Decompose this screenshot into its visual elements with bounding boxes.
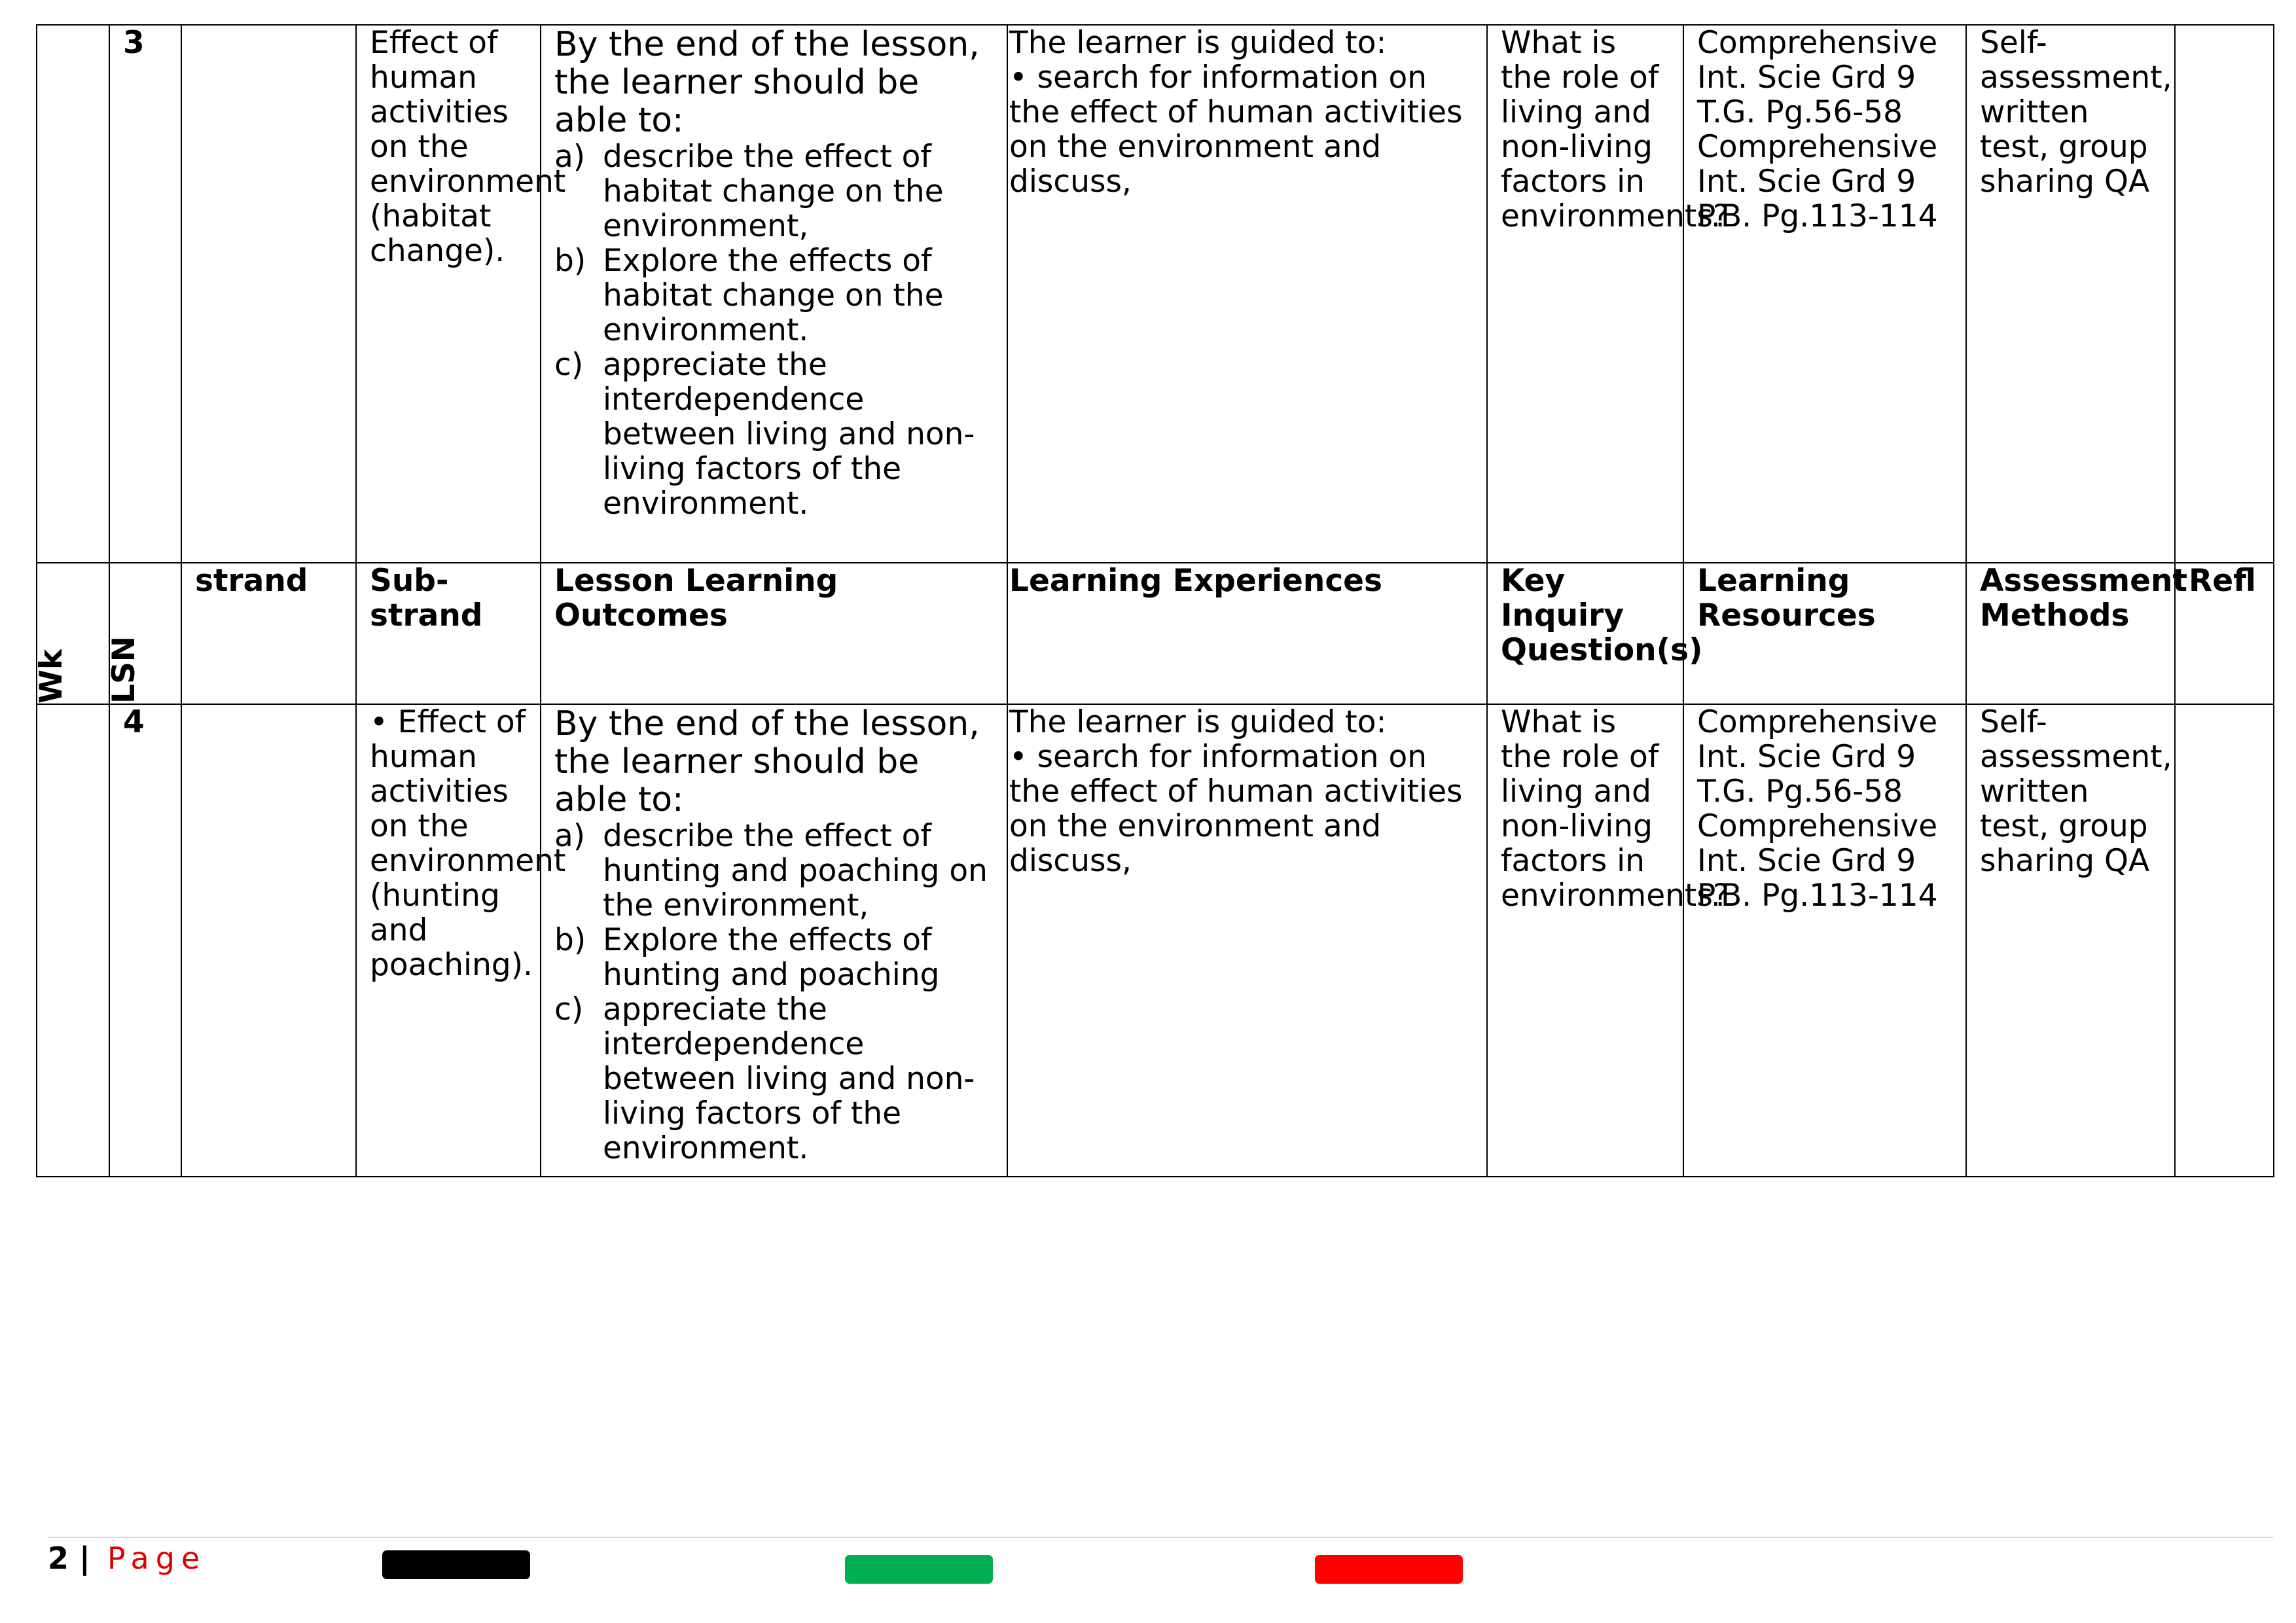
header-reflection: Refl xyxy=(2175,563,2274,704)
sub-strand-cell: • Effect of human activities on the environment (hunting and poaching). xyxy=(356,704,541,1177)
header-outcomes: Lesson Learning Outcomes xyxy=(541,563,1007,704)
list-marker: c) xyxy=(554,991,584,1027)
header-experiences: Learning Experiences xyxy=(1007,563,1487,704)
header-week-label: Wk xyxy=(33,649,69,704)
header-strand: strand xyxy=(181,563,356,704)
header-sub-strand: Sub-strand xyxy=(356,563,541,704)
list-item xyxy=(554,348,994,521)
learning-experiences-cell xyxy=(1007,25,1487,563)
experiences-intro: The learner is guided to: xyxy=(1009,704,1387,740)
experiences-intro: The learner is guided to: xyxy=(1009,25,1387,61)
list-marker: a) xyxy=(554,139,586,175)
table-row xyxy=(37,704,2274,1177)
outcomes-list xyxy=(554,139,994,521)
scheme-of-work-table xyxy=(33,24,2274,1177)
flag-red-bar xyxy=(1315,1555,1463,1584)
header-inquiry: Key Inquiry Question(s) xyxy=(1487,563,1683,704)
reflection-cell xyxy=(2175,704,2274,1177)
outcome-text: Explore the effects of hunting and poaching xyxy=(603,922,940,993)
inquiry-question-cell: What is the role of living and non-living factors in environments? xyxy=(1487,704,1683,1177)
footer-divider xyxy=(48,1537,2273,1538)
week-cell xyxy=(37,704,109,1177)
header-week xyxy=(33,563,109,704)
flag-green-bar xyxy=(845,1555,993,1584)
header-resources: Learning Resources xyxy=(1683,563,1966,704)
list-marker: a) xyxy=(554,818,586,854)
flag-black-bar xyxy=(382,1550,530,1579)
assessment-methods-cell: Self-assessment, written test, group sharing QA xyxy=(1966,704,2175,1177)
list-marker: b) xyxy=(554,922,586,958)
outcome-text: describe the effect of habitat change on the environment, xyxy=(603,139,944,244)
outcomes-list xyxy=(554,819,994,1166)
page-separator: | xyxy=(79,1541,90,1576)
header-assessment: Assessment Methods xyxy=(1966,563,2175,704)
learning-resources-cell: Comprehensive Int. Scie Grd 9 T.G. Pg.56-58 Comprehensive Int. Scie Grd 9 P.B. Pg.113-114 xyxy=(1683,25,1966,563)
inquiry-question-cell: What is the role of living and non-living factors in environments? xyxy=(1487,25,1683,563)
outcome-text: Explore the effects of habitat change on the environment. xyxy=(603,243,944,348)
sub-strand-cell: Effect of human activities on the environment (habitat change). xyxy=(356,25,541,563)
strand-cell xyxy=(181,25,356,563)
week-cell xyxy=(37,25,109,563)
reflection-cell xyxy=(2175,25,2274,563)
assessment-methods-cell: Self-assessment, written test, group sharing QA xyxy=(1966,25,2175,563)
page-number: 2 xyxy=(48,1541,69,1576)
outcome-text: describe the effect of hunting and poaching on the environment, xyxy=(603,818,988,923)
header-row xyxy=(37,563,2274,704)
learning-resources-cell: Comprehensive Int. Scie Grd 9 T.G. Pg.56-58 Comprehensive Int. Scie Grd 9 P.B. Pg.113-114 xyxy=(1683,704,1966,1177)
list-item xyxy=(554,139,994,243)
strand-cell xyxy=(181,704,356,1177)
outcome-text: appreciate the interdependence between living and non-living factors of the environment. xyxy=(603,347,975,522)
learning-outcomes-cell xyxy=(541,704,1007,1177)
list-item xyxy=(554,923,994,992)
table-row xyxy=(37,25,2274,563)
list-marker: c) xyxy=(554,347,584,383)
list-item xyxy=(554,992,994,1166)
page-number-footer xyxy=(48,1541,206,1576)
learning-outcomes-cell xyxy=(541,25,1007,563)
page-word: Page xyxy=(107,1541,207,1576)
experiences-text: • search for information on the effect of human activities on the environment and discuss, xyxy=(1009,60,1463,200)
lesson-number: 4 xyxy=(109,704,181,1177)
list-item xyxy=(554,819,994,923)
learning-experiences-cell xyxy=(1007,704,1487,1177)
header-lesson-label: LSN xyxy=(106,635,142,704)
outcomes-intro: By the end of the lesson, the learner should be able to: xyxy=(554,704,980,819)
lesson-number: 3 xyxy=(109,25,181,563)
experiences-text: • search for information on the effect of human activities on the environment and discuss, xyxy=(1009,739,1463,879)
outcomes-intro: By the end of the lesson, the learner should be able to: xyxy=(554,25,980,140)
list-marker: b) xyxy=(554,243,586,279)
outcome-text: appreciate the interdependence between living and non-living factors of the environment. xyxy=(603,991,975,1166)
header-lesson xyxy=(106,563,181,704)
list-item xyxy=(554,243,994,348)
